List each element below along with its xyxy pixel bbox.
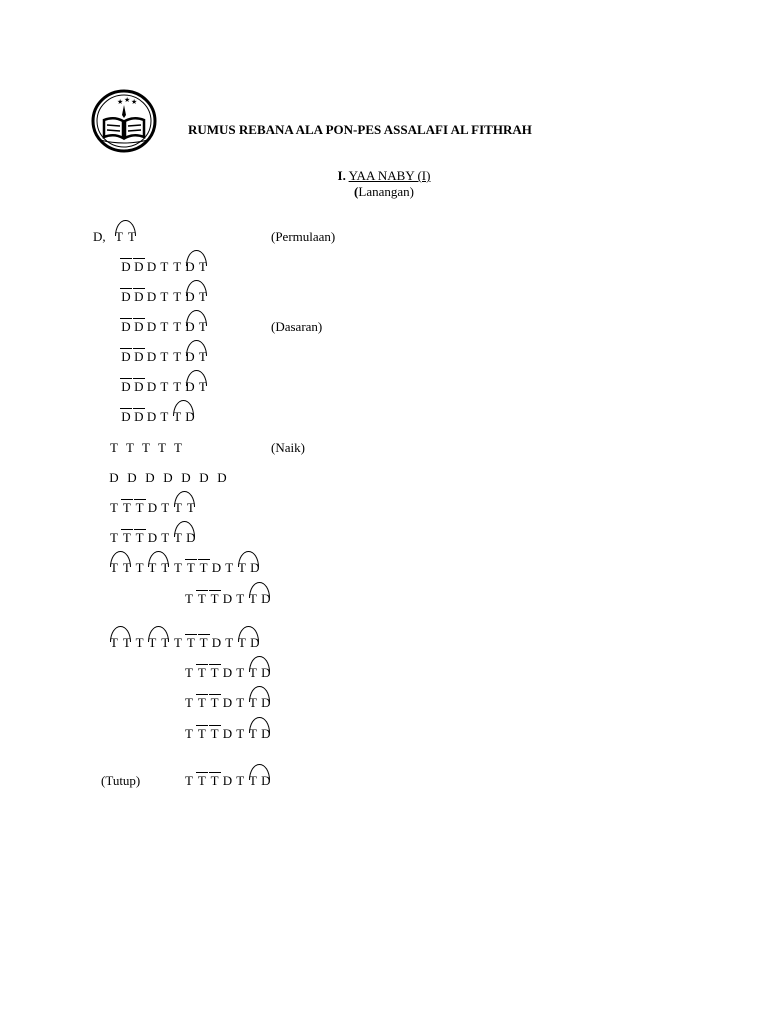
beat-t: T — [209, 773, 221, 789]
notation-row — [120, 349, 391, 365]
beat-t: T — [185, 695, 193, 710]
beat-t: T — [161, 635, 170, 650]
beat-d: D — [121, 259, 131, 274]
beat-t: T — [174, 635, 182, 650]
beat-t: T — [173, 379, 182, 394]
beat-t: T — [209, 726, 221, 742]
beat-d: D — [217, 470, 227, 485]
beat-d: D — [222, 695, 233, 710]
slur-arc — [174, 521, 195, 537]
notation-row — [93, 229, 391, 245]
document-title: RUMUS REBANA ALA PON-PES ASSALAFI AL FITHRAH — [188, 122, 532, 137]
beat-t: T — [196, 665, 208, 681]
slur-arc — [173, 400, 194, 416]
beat-d: D — [146, 259, 157, 274]
notation-row — [183, 695, 391, 711]
beat-d: D — [222, 773, 233, 788]
beat-t: T — [209, 695, 221, 711]
beat-t: T — [196, 726, 208, 742]
beat-t: T — [110, 530, 118, 545]
beat-d: D — [134, 409, 144, 424]
beat-t: T — [174, 440, 182, 455]
beat-t: T — [249, 726, 257, 741]
beat-t: T — [225, 560, 234, 575]
slur-arc — [186, 340, 207, 356]
beat-t: T — [174, 500, 182, 515]
beat-t: T — [225, 635, 234, 650]
beat-t: T — [173, 409, 182, 424]
beat-t: T — [249, 591, 257, 606]
beat-t: T — [121, 500, 133, 516]
beat-t: T — [198, 635, 210, 651]
beat-t: T — [249, 773, 257, 788]
beat-d: D — [250, 635, 260, 650]
beat-d: D — [222, 665, 233, 680]
beat-t: T — [148, 560, 157, 575]
slur-arc — [186, 310, 207, 326]
beat-t: T — [173, 349, 182, 364]
beat-t: T — [174, 560, 182, 575]
subtitle-text: Lanangan) — [358, 184, 414, 199]
beat-d: D — [261, 695, 271, 710]
beat-d: D — [185, 409, 195, 424]
subtitle-open-paren: ( — [354, 184, 359, 199]
beat-d: D — [261, 665, 271, 680]
beat-t: T — [173, 319, 182, 334]
beat-d: D — [199, 470, 209, 485]
section-note: (Permulaan) — [271, 229, 336, 244]
beat-d: D — [250, 560, 260, 575]
section-name: YAA NABY (I) — [348, 168, 431, 183]
beat-d: D — [211, 560, 222, 575]
beat-t: T — [238, 560, 246, 575]
beat-t: T — [148, 635, 157, 650]
notation-row — [183, 665, 391, 681]
slur-arc — [238, 551, 259, 567]
section-note: (Dasaran) — [271, 319, 323, 334]
beat-t: T — [122, 635, 131, 650]
slur-arc — [186, 250, 207, 266]
notation-row — [108, 530, 391, 546]
beat-t: T — [198, 379, 207, 394]
beat-t: T — [115, 229, 123, 244]
slur-arc — [110, 551, 131, 567]
beat-t: T — [209, 591, 221, 607]
tutup-label: (Tutup) — [101, 773, 141, 788]
section-number: I. — [337, 168, 346, 183]
beat-t: T — [161, 530, 170, 545]
beat-t: T — [122, 560, 131, 575]
beat-d: D — [121, 409, 131, 424]
beat-t: T — [198, 349, 207, 364]
beat-d: D — [261, 591, 271, 606]
beat-t: T — [236, 726, 245, 741]
slur-arc — [249, 686, 270, 702]
slur-arc — [249, 582, 270, 598]
school-logo — [90, 88, 158, 154]
notation-row — [108, 440, 391, 456]
beat-d: D — [145, 470, 155, 485]
notation-row — [108, 560, 391, 576]
beat-t: T — [134, 530, 146, 546]
beat-t: T — [174, 530, 182, 545]
beat-d: D — [211, 635, 222, 650]
beat-d: D — [134, 319, 144, 334]
beat-d: D — [186, 530, 196, 545]
beat-d: D — [185, 319, 195, 334]
beat-d: D — [147, 500, 158, 515]
beat-t: T — [135, 560, 144, 575]
slur-arc — [249, 764, 270, 780]
beat-d: D — [222, 726, 233, 741]
beat-d: D — [146, 379, 157, 394]
beat-t: T — [135, 635, 144, 650]
beat-t: T — [186, 500, 195, 515]
beat-t: T — [161, 560, 170, 575]
beat-t: T — [173, 289, 182, 304]
beat-t: T — [110, 560, 118, 575]
beat-d: D — [261, 726, 271, 741]
beat-t: T — [160, 289, 169, 304]
beat-t: T — [236, 695, 245, 710]
beat-d: D — [185, 349, 195, 364]
beat-t: T — [198, 319, 207, 334]
beat-t: T — [160, 319, 169, 334]
notation-row — [120, 409, 391, 425]
beat-t: T — [158, 440, 166, 455]
beat-d: D — [121, 379, 131, 394]
notation-row — [120, 259, 391, 275]
beat-d: D — [146, 319, 157, 334]
beat-t: T — [121, 530, 133, 546]
beat-t: T — [110, 635, 118, 650]
beat-t: T — [160, 349, 169, 364]
beat-t: T — [134, 500, 146, 516]
svg-text:★: ★ — [124, 96, 131, 104]
beat-d: D — [222, 591, 233, 606]
beat-d: D — [121, 349, 131, 364]
section-heading — [0, 168, 768, 183]
slur-arc — [110, 626, 131, 642]
svg-text:★: ★ — [117, 98, 124, 106]
beat-t: T — [196, 591, 208, 607]
beat-t: T — [185, 773, 193, 788]
beat-d: D — [146, 409, 157, 424]
slur-arc — [238, 626, 259, 642]
beat-d: D — [134, 379, 144, 394]
beat-d: D — [134, 289, 144, 304]
beat-t: T — [196, 695, 208, 711]
slur-arc — [249, 717, 270, 733]
beat-d: D — [147, 530, 158, 545]
beat-d: D — [163, 470, 173, 485]
beat-d: D — [181, 470, 191, 485]
notation-row — [108, 500, 391, 516]
beat-t: T — [173, 259, 182, 274]
beat-d: D — [121, 289, 131, 304]
beat-t: T — [249, 665, 257, 680]
beat-t: T — [160, 379, 169, 394]
beat-t: T — [185, 726, 193, 741]
beat-t: T — [126, 440, 134, 455]
beat-t: T — [161, 500, 170, 515]
beat-t: T — [110, 500, 118, 515]
beat-t: T — [238, 635, 246, 650]
beat-t: T — [198, 259, 207, 274]
notation-row — [183, 591, 391, 607]
slur-arc — [174, 491, 195, 507]
slur-arc — [186, 280, 207, 296]
beat-d: D — [146, 349, 157, 364]
slur-arc — [148, 551, 169, 567]
beat-t: T — [196, 773, 208, 789]
notation-row — [108, 470, 391, 486]
slur-arc — [148, 626, 169, 642]
beat-t: T — [185, 665, 193, 680]
beat-t: T — [185, 591, 193, 606]
svg-text:★: ★ — [131, 98, 138, 106]
beat-t: T — [160, 409, 169, 424]
beat-d: D — [127, 470, 137, 485]
notation-row — [183, 726, 391, 742]
notation-row — [120, 379, 391, 395]
slur-arc — [186, 370, 207, 386]
section-subtitle — [0, 184, 768, 199]
beat-d: D — [134, 259, 144, 274]
row-prefix: D, — [93, 229, 106, 244]
beat-t: T — [249, 695, 257, 710]
beat-d: D — [185, 259, 195, 274]
beat-d: D — [146, 289, 157, 304]
beat-t: T — [198, 560, 210, 576]
beat-d: D — [109, 470, 119, 485]
notation-row — [108, 635, 391, 651]
beat-t: T — [198, 289, 207, 304]
beat-t: T — [185, 635, 197, 651]
beat-t: T — [142, 440, 150, 455]
beat-t: T — [236, 591, 245, 606]
beat-d: D — [185, 289, 195, 304]
notation-row — [120, 319, 391, 335]
notation-row — [120, 289, 391, 305]
slur-arc — [115, 220, 136, 236]
beat-t: T — [209, 665, 221, 681]
beat-d: D — [261, 773, 271, 788]
slur-arc — [249, 656, 270, 672]
notation-row — [183, 773, 391, 789]
beat-t: T — [185, 560, 197, 576]
section-note: (Naik) — [271, 440, 305, 455]
beat-t: T — [160, 259, 169, 274]
beat-d: D — [121, 319, 131, 334]
beat-d: D — [185, 379, 195, 394]
beat-d: D — [134, 349, 144, 364]
beat-t: T — [236, 665, 245, 680]
beat-t: T — [127, 229, 136, 244]
beat-t: T — [110, 440, 118, 455]
beat-t: T — [236, 773, 245, 788]
